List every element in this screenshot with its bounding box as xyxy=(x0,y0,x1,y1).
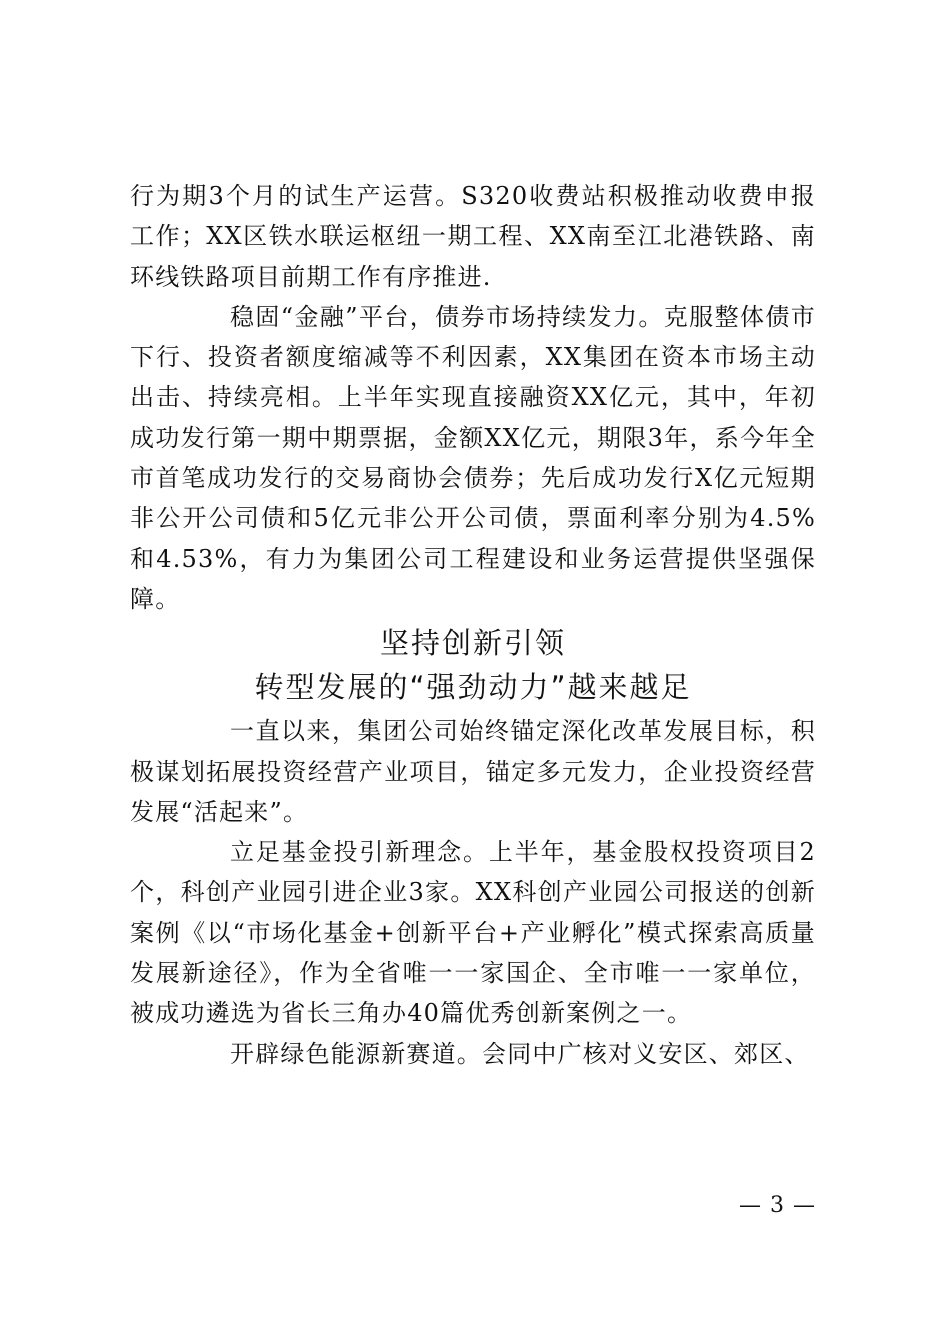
body-text xyxy=(130,176,816,1074)
page-number: — 3 — xyxy=(739,1193,816,1218)
section-heading-line1: 坚持创新引领 xyxy=(379,626,566,661)
section-heading-line2: 转型发展的“强劲动力”越来越足 xyxy=(254,670,692,705)
paragraph-reform-goal: 一直以来，集团公司始终锚定深化改革发展目标，积极谋划拓展投资经营产业项目，锚定多元发力，企业投资经营发展“活起来”。 xyxy=(130,717,816,826)
paragraph-finance-platform: 稳固“金融”平台，债券市场持续发力。克服整体债市下行、投资者额度缩减等不利因素，XX集团在资本市场主动出击、持续亮相。上半年实现直接融资XX亿元，其中，年初成功发行第一期中期票据，金额XX亿元，期限3年，系今年全市首笔成功发行的交易商协会债券；先后成功发行X亿元短期非公开公司债和5亿元非公开公司债，票面利率分别为4.5%和4.53%，有力为集团公司工程建设和业务运营提供坚强保障。 xyxy=(130,302,816,613)
paragraph-fund-investment: 立足基金投引新理念。上半年，基金股权投资项目2个，科创产业园引进企业3家。XX科创产业园公司报送的创新案例《以“市场化基金+创新平台+产业孵化”模式探索高质量发展新途径》，作为全省唯一一家国企、全市唯一一家单位，被成功遴选为省长三角办40篇优秀创新案例之一。 xyxy=(130,838,816,1028)
paragraph-green-energy: 开辟绿色能源新赛道。会同中广核对义安区、郊区、 xyxy=(230,1039,810,1068)
paragraph-continuation: 行为期3个月的试生产运营。S320收费站积极推动收费申报工作；XX区铁水联运枢纽一期工程、XX南至江北港铁路、南环线铁路项目前期工作有序推进. xyxy=(130,182,816,291)
